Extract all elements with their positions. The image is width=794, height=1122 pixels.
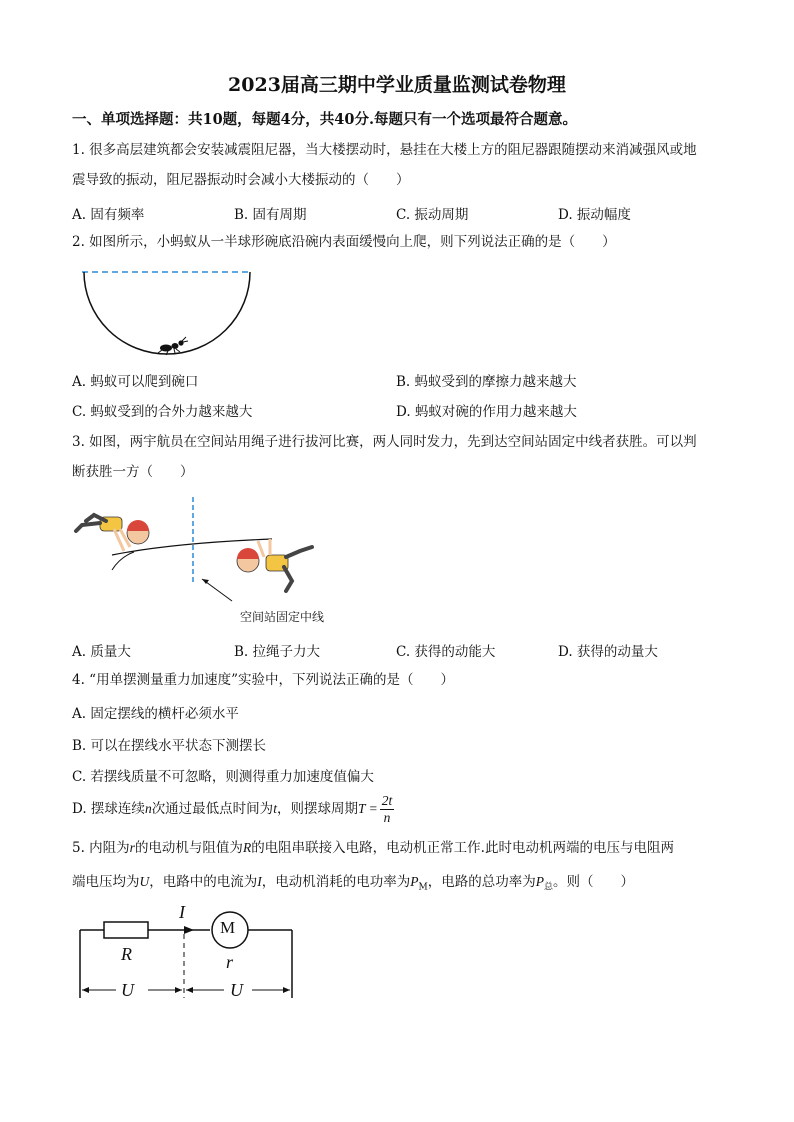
q2-stem: 2. 如图所示，小蚂蚁从一半球形碗底沿碗内表面缓慢向上爬，则下列说法正确的是（ ） bbox=[72, 234, 616, 250]
q4-d-mid2: ，则摆球周期 bbox=[276, 801, 358, 817]
internal-resistance-label-r: r bbox=[226, 952, 234, 972]
motor-label-M: M bbox=[220, 918, 236, 937]
q1-stem-line2: 震导致的振动，阻尼器振动时会减小大楼振动的（ ） bbox=[72, 172, 410, 188]
voltage-label-right: U bbox=[230, 980, 243, 1000]
q2-option-c: C. 蚂蚁受到的合外力越来越大 bbox=[72, 404, 253, 420]
q3-stem-line1: 3. 如图，两宇航员在空间站用绳子进行拔河比赛，两人同时发力，先到达空间站固定中线者获胜。可以判 bbox=[72, 434, 697, 450]
bowl-hemisphere-arc bbox=[84, 272, 250, 354]
resistor-label-R: R bbox=[121, 944, 132, 964]
q4-option-d bbox=[72, 793, 394, 826]
q4-stem: 4. “用单摆测量重力加速度”实验中，下列说法正确的是（ ） bbox=[72, 672, 454, 688]
q5-text: ，电路中的电流为 bbox=[149, 874, 258, 890]
q1-option-c: C. 振动周期 bbox=[396, 207, 469, 223]
q1-option-a: A. 固有频率 bbox=[72, 207, 145, 223]
center-line-caption: 空间站固定中线 bbox=[240, 610, 325, 624]
q5-var-Ptotal: P bbox=[535, 874, 544, 889]
q5-stem-line1 bbox=[72, 838, 674, 858]
current-label-I: I bbox=[179, 902, 185, 922]
q4-option-b: B. 可以在摆线水平状态下测摆长 bbox=[72, 738, 267, 754]
q4-option-a: A. 固定摆线的横杆必须水平 bbox=[72, 706, 239, 722]
q4-d-prefix: D. 摆球连续 bbox=[72, 801, 145, 817]
circuit-figure bbox=[72, 902, 312, 1012]
q5-stem-line2 bbox=[72, 872, 634, 898]
q5-text: ，电路的总功率为 bbox=[427, 874, 536, 890]
astronaut-right-icon bbox=[237, 539, 312, 591]
q4-d-t: t bbox=[273, 801, 277, 816]
q2-option-b: B. 蚂蚁受到的摩擦力越来越大 bbox=[396, 374, 577, 390]
resistor-R bbox=[104, 922, 148, 938]
q3-option-c: C. 获得的动能大 bbox=[396, 644, 496, 660]
q5-text: 。则（ ） bbox=[552, 874, 634, 890]
q5-var-R: R bbox=[242, 840, 252, 855]
q3-stem-line2: 断获胜一方（ ） bbox=[72, 464, 194, 480]
current-arrow bbox=[184, 926, 194, 934]
q5-var-r: r bbox=[129, 840, 135, 855]
tug-of-war-figure bbox=[72, 495, 332, 605]
q3-option-b: B. 拉绳子力大 bbox=[234, 644, 321, 660]
q2-option-a: A. 蚂蚁可以爬到碗口 bbox=[72, 374, 199, 390]
q3-option-d: D. 获得的动量大 bbox=[558, 644, 658, 660]
q5-sub-M: M bbox=[418, 882, 428, 893]
q5-text: 的电动机与阻值为 bbox=[134, 840, 243, 856]
q1-stem-line1: 1. 很多高层建筑都会安装减震阻尼器，当大楼摆动时，悬挂在大楼上方的阻尼器跟随摆动来消减强风或地 bbox=[72, 142, 697, 158]
fraction-numerator: 2t bbox=[381, 793, 393, 808]
q5-text: 端电压均为 bbox=[72, 874, 140, 890]
q4-d-mid1: 次通过最低点时间为 bbox=[151, 801, 274, 817]
q5-text: 的电阻串联接入电路，电动机正常工作.此时电动机两端的电压与电阻两 bbox=[251, 840, 674, 856]
bowl-figure bbox=[80, 264, 260, 364]
q5-text: ，电动机消耗的电功率为 bbox=[261, 874, 411, 890]
period-fraction bbox=[380, 793, 395, 826]
voltage-label-left: U bbox=[121, 980, 134, 1000]
fraction-denominator: n bbox=[383, 810, 391, 825]
astronaut-left-icon bbox=[76, 515, 149, 551]
q5-var-PM: P bbox=[410, 874, 419, 889]
section-heading: 一、单项选择题：共10题，每题4分，共40分.每题只有一个选项最符合题意。 bbox=[72, 111, 577, 128]
q5-var-U: U bbox=[139, 874, 150, 889]
q5-sub-total: 总 bbox=[543, 882, 553, 893]
q3-option-a: A. 质量大 bbox=[72, 644, 131, 660]
q2-option-d: D. 蚂蚁对碗的作用力越来越大 bbox=[396, 404, 577, 420]
q4-d-n: n bbox=[144, 801, 152, 816]
q1-option-d: D. 振动幅度 bbox=[558, 207, 631, 223]
q5-var-I: I bbox=[257, 874, 262, 889]
q1-option-b: B. 固有周期 bbox=[234, 207, 307, 223]
page-title: 2023届高三期中学业质量监测试卷物理 bbox=[228, 74, 566, 96]
q4-d-T: T = bbox=[357, 801, 378, 816]
q5-text: 5. 内阻为 bbox=[72, 840, 130, 856]
q4-option-c: C. 若摆线质量不可忽略，则测得重力加速度值偏大 bbox=[72, 769, 374, 785]
